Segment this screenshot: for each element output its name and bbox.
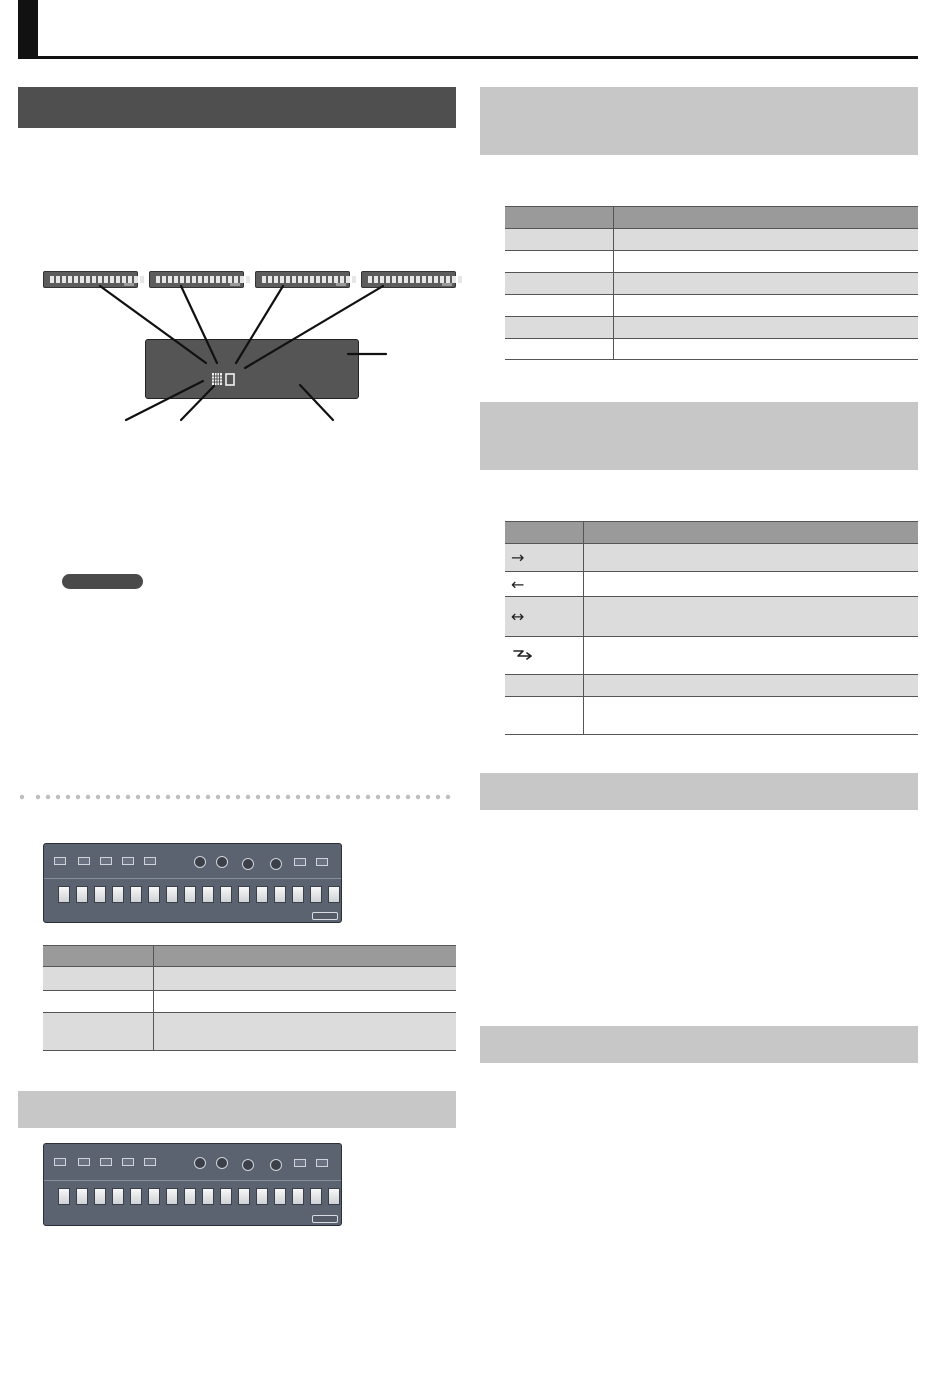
section-header-light-1 xyxy=(480,87,918,155)
direction-table xyxy=(505,521,918,735)
grid-icon xyxy=(212,373,222,385)
section-header-light-4 xyxy=(480,1026,918,1063)
section-header-light-3 xyxy=(480,773,918,810)
step-sequencer-panel-2 xyxy=(43,1143,342,1226)
memo-badge xyxy=(62,574,143,589)
spec-table-left xyxy=(43,945,456,1051)
arrow-right-icon: → xyxy=(505,544,583,572)
dotted-separator xyxy=(18,793,458,801)
callout-lines xyxy=(0,260,460,430)
frame-icon xyxy=(226,374,234,385)
step-sequencer-panel xyxy=(43,843,342,923)
header-rule xyxy=(18,56,918,59)
section-header-light xyxy=(18,1091,456,1128)
section-header-dark xyxy=(18,87,456,128)
chapter-marker xyxy=(18,0,38,58)
spec-table-right-1 xyxy=(505,206,918,360)
arrow-left-icon: ← xyxy=(505,572,583,597)
arrow-left-right-icon: ↔ xyxy=(505,597,583,637)
arrow-zigzag-icon xyxy=(505,637,583,675)
section-header-light-2 xyxy=(480,402,918,470)
